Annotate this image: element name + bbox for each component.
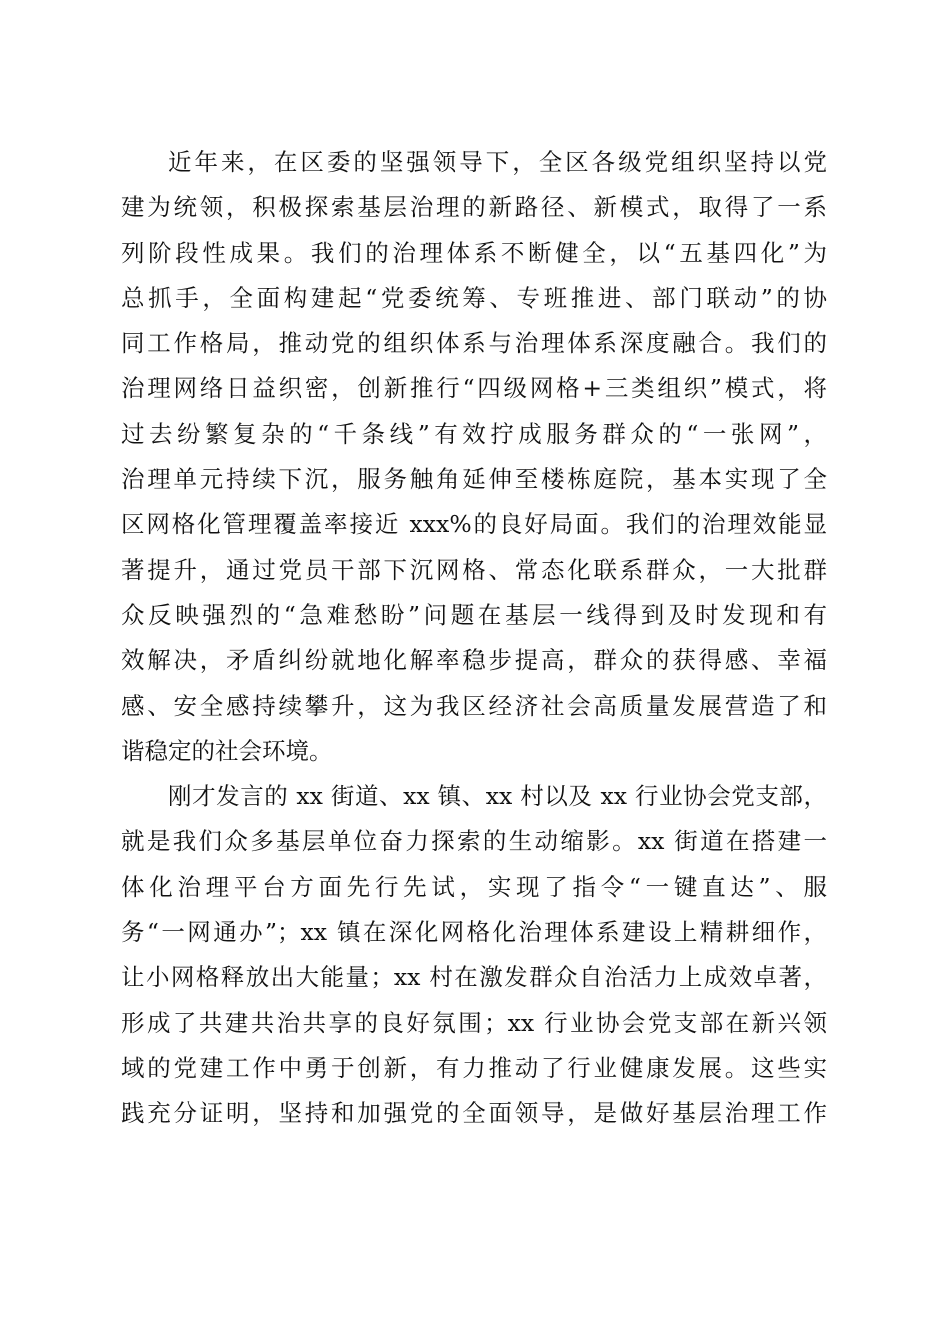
text-line: 谐稳定的社会环境。: [121, 736, 333, 765]
text-line: 让小网格释放出大能量；xx 村在激发群众自治活力上成效卓著，: [121, 963, 827, 992]
text-line: 形成了共建共治共享的良好氛围；xx 行业协会党支部在新兴领: [121, 1008, 827, 1037]
text-line: 治理单元持续下沉，服务触角延伸至楼栋庭院，基本实现了全: [121, 465, 827, 494]
text-line: 务“一网通办”；xx 镇在深化网格化治理体系建设上精耕细作，: [121, 918, 827, 947]
text-line: 总抓手，全面构建起“党委统筹、专班推进、部门联动”的协: [121, 283, 827, 312]
text-line: 区网格化管理覆盖率接近 xxx%的良好局面。我们的治理效能显: [121, 510, 827, 539]
text-line: 治理网络日益织密，创新推行“四级网格+三类组织”模式，将: [121, 374, 827, 403]
text-line: 同工作格局，推动党的组织体系与治理体系深度融合。我们的: [121, 329, 827, 358]
text-line: 列阶段性成果。我们的治理体系不断健全，以“五基四化”为: [121, 238, 827, 267]
text-line: 众反映强烈的“急难愁盼”问题在基层一线得到及时发现和有: [121, 600, 827, 629]
text-line: 就是我们众多基层单位奋力探索的生动缩影。xx 街道在搭建一: [121, 827, 827, 856]
text-line: 效解决，矛盾纠纷就地化解率稳步提高，群众的获得感、幸福: [121, 646, 827, 675]
paragraph: [121, 774, 827, 1136]
text-line: 践充分证明，坚持和加强党的全面领导，是做好基层治理工作: [121, 1099, 827, 1128]
text-line: 感、安全感持续攀升，这为我区经济社会高质量发展营造了和: [121, 691, 827, 720]
text-line: 建为统领，积极探索基层治理的新路径、新模式，取得了一系: [121, 193, 827, 222]
text-line: 著提升，通过党员干部下沉网格、常态化联系群众，一大批群: [121, 555, 827, 584]
text-line: 体化治理平台方面先行先试，实现了指令“一键直达”、服: [121, 872, 827, 901]
text-line: 近年来，在区委的坚强领导下，全区各级党组织坚持以党: [168, 148, 827, 176]
document-body: [121, 140, 827, 1137]
text-line: 刚才发言的 xx 街道、xx 镇、xx 村以及 xx 行业协会党支部，: [168, 782, 827, 811]
paragraph: [121, 140, 827, 774]
text-line: 域的党建工作中勇于创新，有力推动了行业健康发展。这些实: [121, 1053, 827, 1082]
text-line: 过去纷繁复杂的“千条线”有效拧成服务群众的“一张网”，: [121, 419, 827, 448]
